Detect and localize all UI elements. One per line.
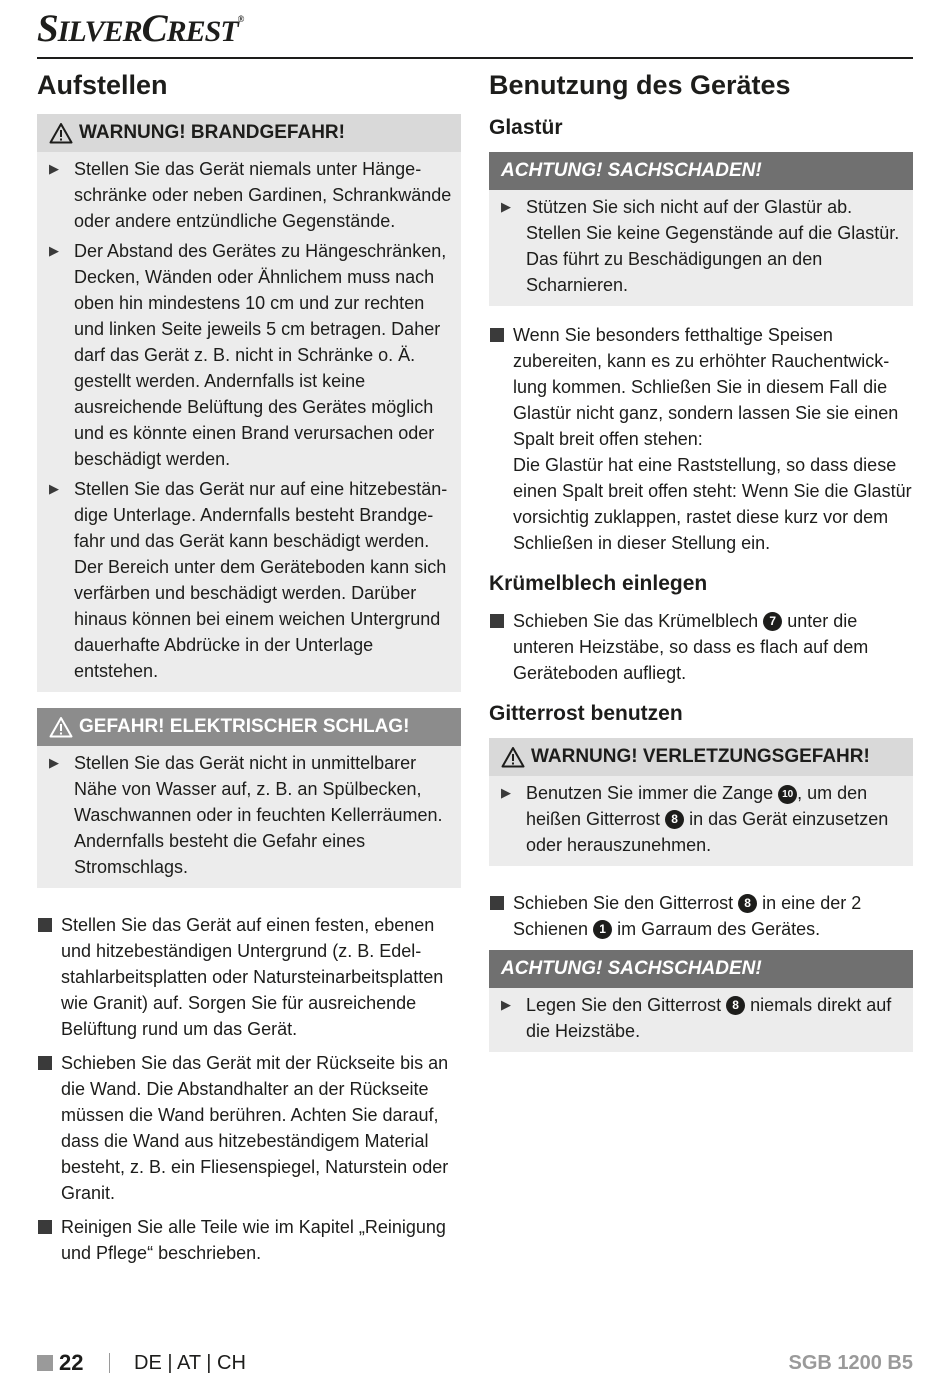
square-bullet-icon: [490, 614, 504, 628]
arrow-bullet-icon: ▶: [501, 997, 511, 1012]
left-column: [37, 68, 461, 1274]
arrow-bullet-icon: ▶: [501, 785, 511, 800]
warning-triangle-icon: [501, 746, 525, 768]
warning-header: WARNUNG! BRANDGEFAHR!: [37, 114, 461, 152]
subsection-heading-glastuer: Glastür: [489, 116, 563, 139]
warning-header: WARNUNG! VERLETZUNGSGEFAHR!: [489, 738, 913, 776]
page-footer: [37, 1350, 913, 1376]
square-bullet-icon: [490, 328, 504, 342]
part-number-badge: 7: [763, 612, 782, 631]
model-number: SGB 1200 B5: [788, 1352, 913, 1374]
section-heading: Benutzung des Gerätes: [489, 70, 791, 100]
danger-header: GEFAHR! ELEKTRISCHER SCHLAG!: [37, 708, 461, 746]
caution-header: ACHTUNG! SACHSCHADEN!: [489, 152, 913, 190]
part-number-badge: 1: [593, 920, 612, 939]
list-item: ▶ Stellen Sie das Gerät nur auf eine hitzebeständige Unterlage. Andernfalls besteht Brandgefahr und das Gerät kann beschädigt werden. Der Bereich unter dem Geräteboden kann sich verfärben und beschädigt werden. Darüber hinaus können bei einem weichen Untergrund dauerhafte Abdrücke in der Unterlage entstehen.: [37, 472, 461, 684]
part-number-badge: 8: [665, 810, 684, 829]
country-codes: DE | AT | CH: [134, 1352, 246, 1374]
list-item: Schieben Sie das Gerät mit der Rückseite bis an die Wand. Die Abstandhalter an der Rückseite müssen die Wand berühren. Achten Sie darauf, dass die Wand aus hitzebeständigem Material besteht, z. B. ein Fliesenspiegel, Naturstein oder Granit.: [37, 1050, 461, 1214]
list-item: Wenn Sie besonders fetthaltige Speisen zubereiten, kann es zu erhöhter Rauchentwicklung kommen. Schließen Sie in diesem Fall die Glastür nicht ganz, sondern lassen Sie sie einen Spalt breit offen stehen: Die Glastür hat eine Raststellung, so dass diese einen Spalt breit offen steht: Wenn Sie die Glastür vorsichtig zuklappen, rastet diese kurz vor dem Schließen in dieser Stellung ein.: [489, 322, 913, 564]
list-item: ▶ Legen Sie den Gitterrost 8 niemals direkt auf die Heizstäbe.: [489, 988, 913, 1044]
list-item: ▶ Stellen Sie das Gerät niemals unter Hängeschränke oder neben Gardinen, Schrankwände oder andere entzündliche Gegenstände.: [37, 152, 461, 234]
caution-header: ACHTUNG! SACHSCHADEN!: [489, 950, 913, 988]
section-heading: Aufstellen: [37, 70, 168, 100]
footer-square-icon: [37, 1355, 53, 1371]
arrow-bullet-icon: ▶: [49, 481, 59, 496]
list-item: Schieben Sie das Krümelblech 7 unter die unteren Heizstäbe, so dass es flach auf dem Geräteboden aufliegt.: [489, 608, 913, 694]
page-number: 22: [59, 1350, 84, 1375]
list-item: Reinigen Sie alle Teile wie im Kapitel „Reinigung und Pflege“ beschrieben.: [37, 1214, 461, 1274]
list-item: ▶ Der Abstand des Gerätes zu Hängeschränken, Decken, Wänden oder Ähnlichem muss nach oben hin mindestens 10 cm und zur rechten und linken Seite jeweils 5 cm betragen. Daher darf das Gerät z. B. nicht in Schränke o. Ä. gestellt werden. Andernfalls ist keine ausreichende Belüftung des Gerätes möglich und es könnte einen Brand verursachen oder beschädigt werden.: [37, 234, 461, 472]
subsection-heading-gitterrost: Gitterrost benutzen: [489, 702, 683, 725]
list-item: Schieben Sie den Gitterrost 8 in eine der 2 Schienen 1 im Garraum des Gerätes.: [489, 890, 913, 950]
square-bullet-icon: [38, 1220, 52, 1234]
injury-warning-box: [489, 738, 913, 866]
property-damage-box: [489, 950, 913, 1052]
list-item: ▶ Stellen Sie das Gerät nicht in unmittelbarer Nähe von Wasser auf, z. B. an Spülbecken, Waschwannen oder in feuchten Kellerräumen. Andernfalls besteht die Gefahr eines Stromschlags.: [37, 746, 461, 880]
arrow-bullet-icon: ▶: [501, 199, 511, 214]
header-rule: [37, 57, 913, 59]
part-number-badge: 8: [738, 894, 757, 913]
fire-warning-box: [37, 114, 461, 692]
part-number-badge: 8: [726, 996, 745, 1015]
warning-triangle-icon: [49, 122, 73, 144]
square-bullet-icon: [38, 1056, 52, 1070]
arrow-bullet-icon: ▶: [49, 243, 59, 258]
list-item: ▶ Benutzen Sie immer die Zange 10 , um den heißen Gitterrost 8 in das Gerät einzusetzen oder herauszunehmen.: [489, 776, 913, 858]
part-number-badge: 10: [778, 785, 797, 804]
arrow-bullet-icon: ▶: [49, 755, 59, 770]
arrow-bullet-icon: ▶: [49, 161, 59, 176]
right-column: [489, 68, 913, 1068]
property-damage-box: [489, 152, 913, 306]
warning-triangle-icon: [49, 716, 73, 738]
square-bullet-icon: [490, 896, 504, 910]
list-item: ▶ Stützen Sie sich nicht auf der Glastür ab. Stellen Sie keine Gegenstände auf die Glastür. Das führt zu Beschädigungen an den Scharnieren.: [489, 190, 913, 298]
brand-logo: SILVERCREST®: [37, 7, 244, 50]
divider: [109, 1353, 110, 1373]
electric-shock-warning-box: [37, 708, 461, 888]
subsection-heading-kruemelblech: Krümelblech einlegen: [489, 572, 708, 595]
list-item: Stellen Sie das Gerät auf einen festen, ebenen und hitzebeständigen Untergrund (z. B. Edelstahlarbeitsplatten oder Natursteinarbeitsplatten wie Granit) auf. Sorgen Sie für ausreichende Belüftung rund um das Gerät.: [37, 912, 461, 1050]
square-bullet-icon: [38, 918, 52, 932]
